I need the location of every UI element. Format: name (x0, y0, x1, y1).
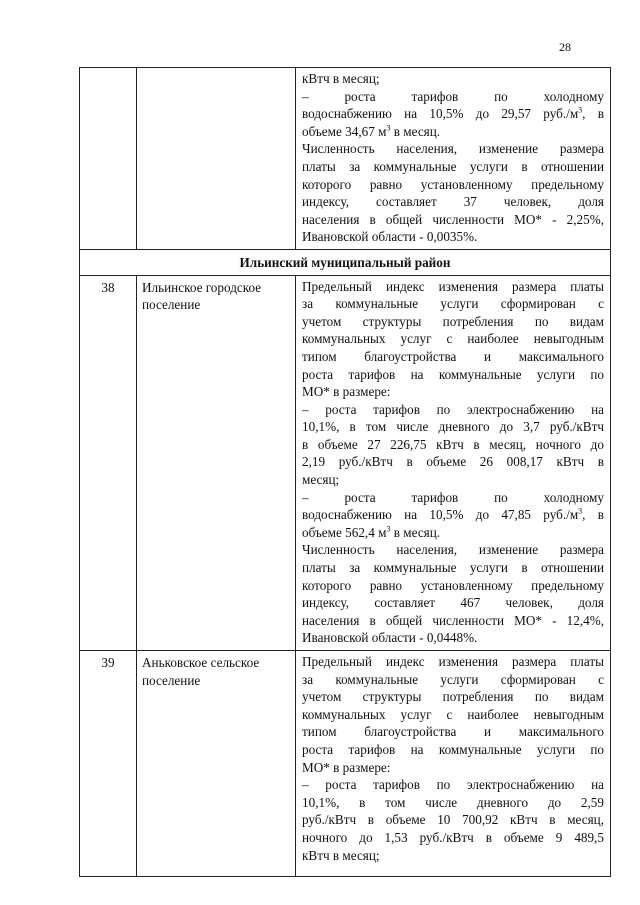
settlement-name-line: Ильинское городское (142, 279, 262, 295)
text-fragment: – роста тарифов по холодному (302, 489, 604, 505)
text-line (302, 401, 604, 419)
text-line (302, 278, 604, 296)
text-fragment: в объеме 27 226,75 кВтч в месяц, ночного до (302, 436, 604, 452)
text-fragment: индексу, составляет 467 человек, доля (302, 595, 604, 611)
text-fragment: Предельный индекс изменения размера платы (302, 278, 604, 294)
text-fragment: ночного до 1,53 руб./кВтч в объеме 9 489,5 (302, 829, 604, 845)
text-line (302, 794, 604, 812)
text-line (302, 471, 604, 489)
superscript: 3 (386, 524, 391, 534)
text-line (302, 688, 604, 706)
settlement-name-line: Аньковское сельское (142, 655, 260, 670)
text-fragment: за коммунальные услуги сформирован с (302, 671, 604, 687)
page-number: 28 (559, 40, 571, 54)
table-row-district (80, 249, 611, 275)
text-fragment: коммунальных услуг с наиболее невыгодным (302, 331, 604, 347)
text-fragment: роста тарифов на коммунальные услуги по (302, 741, 604, 757)
superscript: 3 (578, 105, 583, 115)
text-line (302, 348, 604, 366)
text-fragment: МО* в размере: (302, 759, 391, 775)
table-row (80, 275, 611, 650)
text-fragment: роста тарифов на коммунальные услуги по (302, 366, 604, 382)
cell-settlement (137, 275, 296, 650)
text-fragment: Численность населения, изменение размера (302, 542, 604, 558)
text-line (302, 453, 604, 471)
text-fragment: типом благоустройства и максимального (302, 348, 604, 364)
text-fragment: – роста тарифов по электроснабжению на (302, 777, 604, 793)
text-fragment: в месяц. (390, 524, 441, 540)
table-row (80, 651, 611, 877)
text-fragment: учетом структуры потребления по видам (302, 689, 604, 705)
text-fragment: населения в общей численности МО* - 12,4%, (302, 612, 604, 628)
settlement-name-line: поселение (142, 297, 201, 313)
text-fragment: Предельный индекс изменения размера платы (302, 654, 604, 669)
text-fragment: – роста тарифов по холодному (302, 88, 604, 104)
text-fragment: 10,1%, в том числе дневного до 2,59 (302, 794, 604, 810)
text-fragment: , в (582, 507, 604, 523)
cell-number: 38 (80, 275, 137, 650)
text-fragment: которого равно установленному предельному (302, 176, 604, 192)
text-fragment: индексу, составляет 37 человек, доля (302, 194, 604, 210)
text-line (302, 612, 604, 630)
text-line (302, 176, 604, 194)
text-line (302, 811, 604, 829)
text-fragment: кВтч в месяц; (302, 847, 380, 863)
text-fragment: за коммунальные услуги сформирован с (302, 296, 604, 312)
text-fragment: 10,1%, в том числе дневного до 3,7 руб./кВтч (302, 419, 604, 435)
text-line (302, 228, 604, 246)
text-fragment: кВтч в месяц; (302, 71, 380, 86)
superscript: 3 (578, 506, 583, 516)
text-line (302, 594, 604, 612)
text-line (302, 776, 604, 794)
text-line (302, 366, 604, 384)
text-line (302, 541, 604, 559)
text-fragment: коммунальных услуг с наиболее невыгодным (302, 706, 604, 722)
text-line (302, 706, 604, 724)
text-line (302, 671, 604, 689)
text-line (302, 829, 604, 847)
text-fragment: объеме 562,4 м (302, 524, 387, 540)
cell-description (296, 275, 611, 650)
text-line (302, 653, 604, 671)
text-fragment: которого равно установленному предельному (302, 577, 604, 593)
text-fragment: Ивановской области - 0,0035%. (302, 229, 478, 245)
text-fragment: водоснабжению на 10,5% до 29,57 руб./м (302, 106, 579, 122)
text-fragment: Ивановской области - 0,0448%. (302, 630, 478, 646)
cell-settlement (137, 651, 296, 877)
text-fragment: учетом структуры потребления по видам (302, 313, 604, 329)
text-line (302, 158, 604, 176)
text-fragment: 2,19 руб./кВтч в объеме 26 008,17 кВтч в (302, 454, 604, 470)
superscript: 3 (386, 123, 391, 133)
text-line (302, 70, 604, 88)
text-line (302, 524, 604, 542)
text-line (302, 489, 604, 507)
text-fragment: , в (582, 106, 604, 122)
district-heading: Ильинский муниципальный район (80, 249, 611, 275)
text-line (302, 383, 604, 401)
table-row-continuation (80, 68, 611, 250)
text-fragment: платы за коммунальные услуги в отношении (302, 560, 604, 576)
tariff-table (79, 67, 611, 877)
text-fragment: руб./кВтч в объеме 10 700,92 кВтч в месяц, (302, 812, 604, 828)
text-line (302, 140, 604, 158)
text-fragment: платы за коммунальные услуги в отношении (302, 158, 604, 174)
cell-description (296, 68, 611, 250)
cell-description (296, 651, 611, 877)
text-fragment: населения в общей численности МО* - 2,25%, (302, 211, 604, 227)
text-fragment: типом благоустройства и максимального (302, 724, 604, 740)
text-line (302, 741, 604, 759)
text-line (302, 629, 604, 647)
text-line (302, 123, 604, 141)
text-line (302, 295, 604, 313)
text-line (302, 577, 604, 595)
text-line (302, 88, 604, 106)
text-line (302, 211, 604, 229)
text-line (302, 436, 604, 454)
settlement-name-line: поселение (142, 672, 201, 688)
text-fragment: месяц; (302, 472, 340, 488)
cell-number (80, 68, 137, 250)
cell-number: 39 (80, 651, 137, 877)
text-line (302, 847, 604, 865)
text-line (302, 193, 604, 211)
text-line (302, 759, 604, 777)
text-line (302, 418, 604, 436)
text-line (302, 330, 604, 348)
text-fragment: Численность населения, изменение размера (302, 141, 604, 157)
text-fragment: в месяц. (390, 123, 441, 139)
text-fragment: – роста тарифов по электроснабжению на (302, 401, 604, 417)
cell-settlement (137, 68, 296, 250)
text-line (302, 313, 604, 331)
text-line (302, 723, 604, 741)
text-fragment: водоснабжению на 10,5% до 47,85 руб./м (302, 507, 579, 523)
text-line (302, 506, 604, 524)
text-line (302, 559, 604, 577)
text-fragment: МО* в размере: (302, 384, 391, 400)
text-line (302, 105, 604, 123)
text-fragment: объеме 34,67 м (302, 123, 387, 139)
